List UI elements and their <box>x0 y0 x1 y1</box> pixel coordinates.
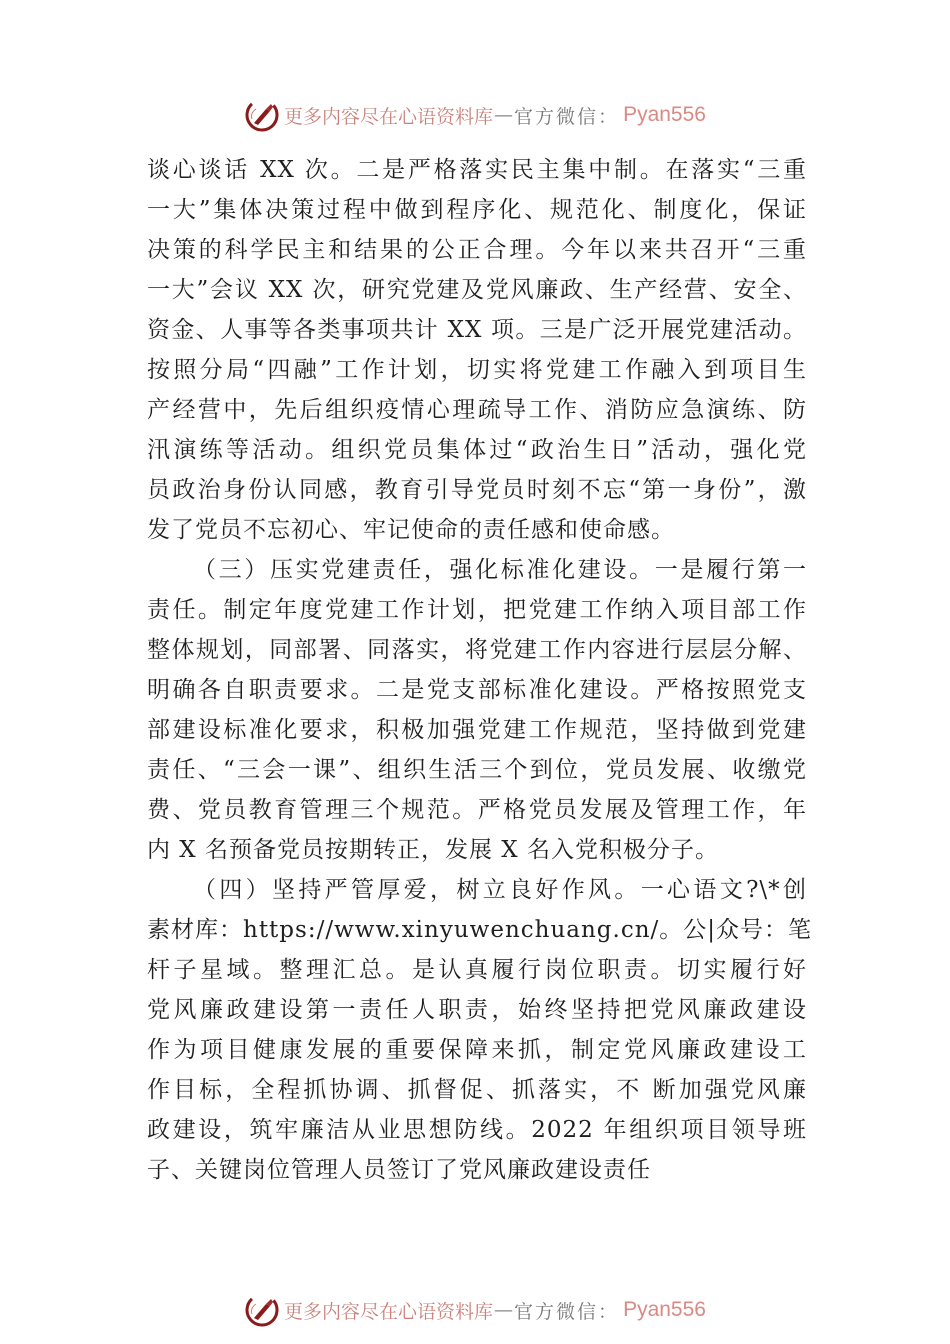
banner-wechat-label: 官方微信： <box>514 1300 620 1323</box>
text-line: 素材库：https://www.xinyuwenchuang.cn/。公|众号：笔 <box>147 917 813 943</box>
text-line: 部建设标准化要求，积极加强党建工作规范，坚持做到党建 <box>147 717 807 743</box>
text-line: 汛演练等活动。组织党员集体过“政治生日”活动，强化党 <box>147 437 807 463</box>
text-line: 作目标，全程抓协调、抓督促、抓落实，不 断加强党风廉 <box>147 1077 807 1103</box>
text-line: 党风廉政建设第一责任人职责，始终坚持把党风廉政建设 <box>147 997 807 1023</box>
text-line: 发了党员不忘初心、牢记使命的责任感和使命感。 <box>147 517 675 543</box>
text-line: 按照分局“四融”工作计划，切实将党建工作融入到项目生 <box>147 357 807 383</box>
banner-wechat-label: 官方微信： <box>514 105 620 128</box>
text-line: 杆子星域。整理汇总。是认真履行岗位职责。切实履行好 <box>147 957 807 983</box>
text-line: 产经营中，先后组织疫情心理疏导工作、消防应急演练、防 <box>147 397 807 423</box>
text-line: 作为项目健康发展的重要保障来抓，制定党风廉政建设工 <box>147 1037 807 1063</box>
quill-pen-logo-icon <box>244 97 280 133</box>
header-banner <box>0 95 950 135</box>
banner-brand-text: 更多内容尽在心语资料库 <box>284 1300 494 1323</box>
banner-wechat-id: Pyan556 <box>623 103 706 126</box>
paragraph-heading-line: （四）坚持严管厚爱，树立良好作风。一心语文?\*创 <box>193 877 807 903</box>
text-line: 决策的科学民主和结果的公正合理。今年以来共召开“三重 <box>147 237 807 263</box>
paragraph-heading-line: （三）压实党建责任，强化标准化建设。一是履行第一 <box>193 557 807 583</box>
text-line: 整体规划，同部署、同落实，将党建工作内容进行层层分解、 <box>147 637 807 663</box>
text-line: 一大”集体决策过程中做到程序化、规范化、制度化，保证 <box>147 197 807 223</box>
text-line: 明确各自职责要求。二是党支部标准化建设。严格按照党支 <box>147 677 807 703</box>
text-line: 员政治身份认同感，教育引导党员时刻不忘“第一身份”，激 <box>147 477 807 503</box>
text-line: 内 X 名预备党员按期转正，发展 X 名入党积极分子。 <box>147 837 719 863</box>
document-body <box>147 150 813 1190</box>
banner-dash: — <box>494 104 514 126</box>
text-line: 子、关键岗位管理人员签订了党风廉政建设责任 <box>147 1157 651 1183</box>
text-line: 一大”会议 XX 次，研究党建及党风廉政、生产经营、安全、 <box>147 277 807 303</box>
text-line: 费、党员教育管理三个规范。严格党员发展及管理工作，年 <box>147 797 807 823</box>
quill-pen-logo-icon <box>244 1292 280 1328</box>
text-line: 责任。制定年度党建工作计划，把党建工作纳入项目部工作 <box>147 597 807 623</box>
footer-banner <box>0 1290 950 1330</box>
banner-wechat-id: Pyan556 <box>623 1298 706 1321</box>
banner-brand-text: 更多内容尽在心语资料库 <box>284 105 494 128</box>
text-line: 责任、“三会一课”、组织生活三个到位，党员发展、收缴党 <box>147 757 807 783</box>
text-line: 谈心谈话 XX 次。二是严格落实民主集中制。在落实“三重 <box>147 157 807 183</box>
text-line: 政建设，筑牢廉洁从业思想防线。2022 年组织项目领导班 <box>147 1117 807 1143</box>
text-line: 资金、人事等各类事项共计 XX 项。三是广泛开展党建活动。 <box>147 317 807 343</box>
banner-dash: — <box>494 1299 514 1321</box>
